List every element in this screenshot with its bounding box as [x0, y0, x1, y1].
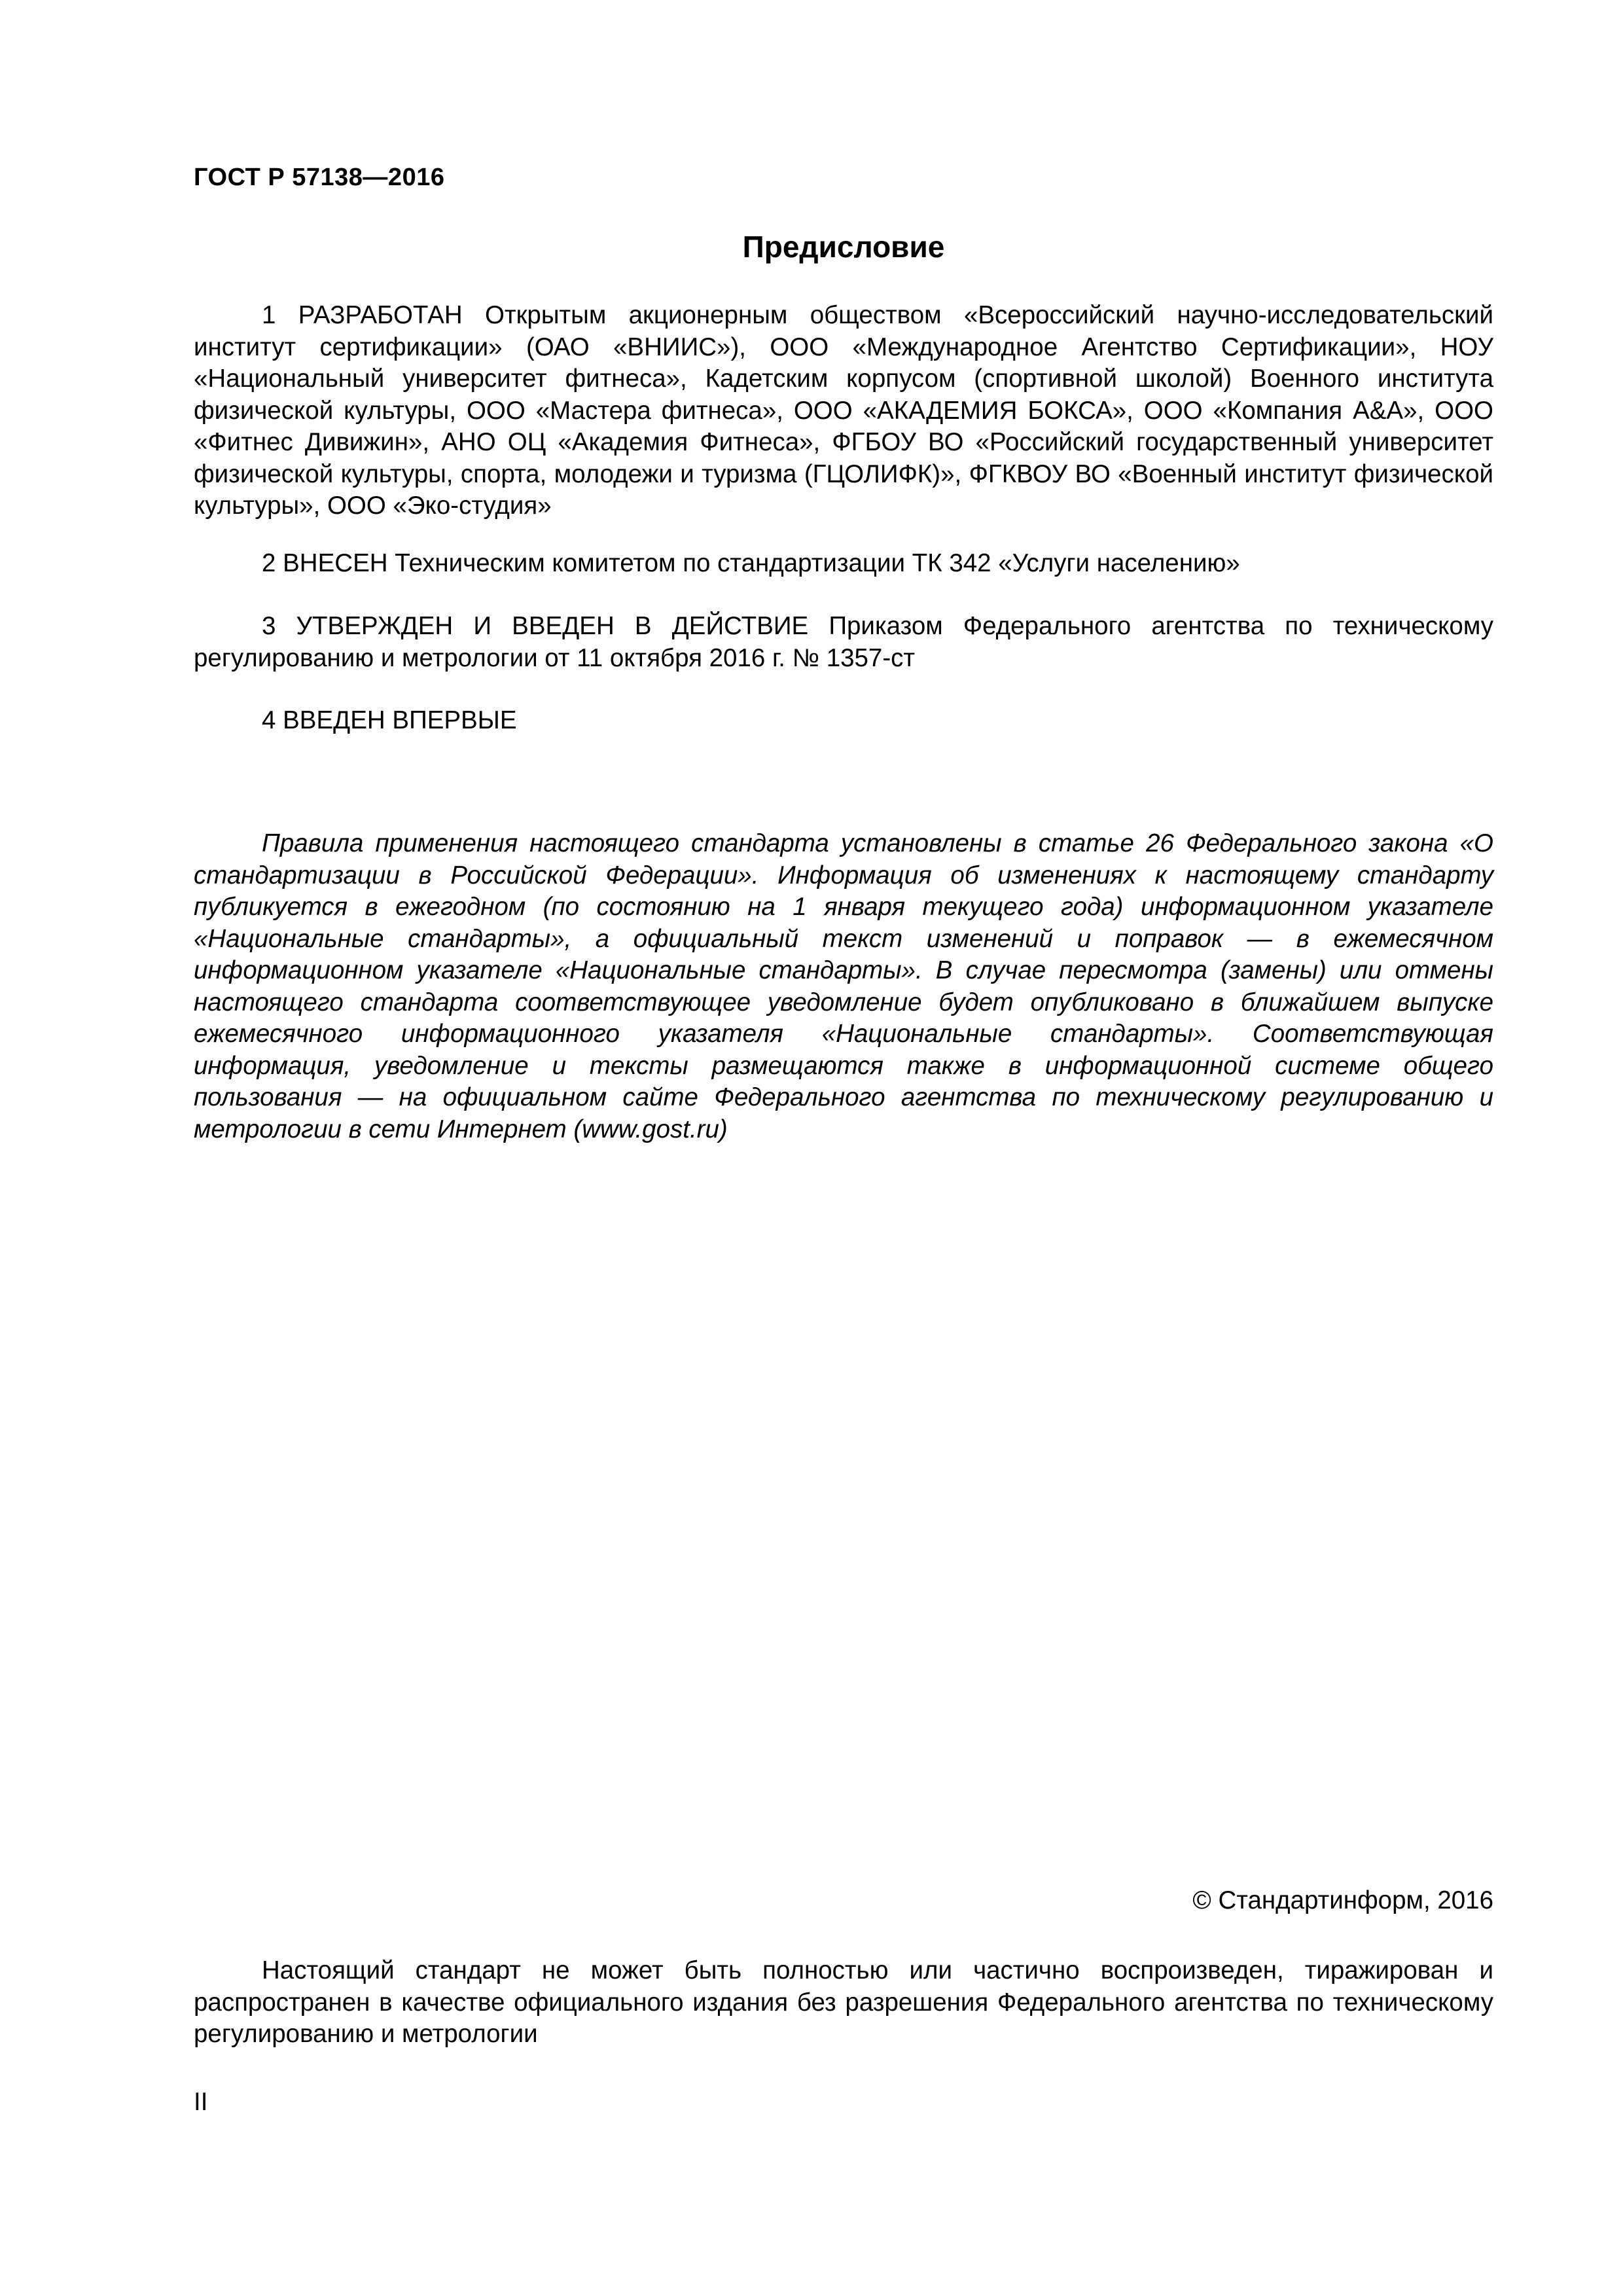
foreword-item-approved: 3 УТВЕРЖДЕН И ВВЕДЕН В ДЕЙСТВИЕ Приказом Федерального агентства по техническому регулированию и метрологии от 11 октября 2016 г. № 1357-ст	[194, 612, 1493, 672]
document-code: ГОСТ Р 57138—2016	[194, 164, 445, 191]
reproduction-notice: Настоящий стандарт не может быть полностью или частично воспроизведен, тиражирован и распространен в качестве официального издания без разрешения Федерального агентства по техническому регулированию и метрологии	[194, 1956, 1493, 2048]
foreword-item-introduced: 2 ВНЕСЕН Техническим комитетом по стандартизации ТК 342 «Услуги населению»	[262, 549, 1240, 577]
copyright-line: © Стандартинформ, 2016	[1192, 1886, 1493, 1914]
foreword-item-first-introduced: 4 ВВЕДЕН ВПЕРВЫЕ	[262, 706, 517, 734]
page-number: II	[194, 2088, 208, 2116]
foreword-title: Предисловие	[742, 230, 945, 264]
foreword-item-developed: 1 РАЗРАБОТАН Открытым акционерным обществом «Всероссийский научно-исследовательский институт сертификации» (ОАО «ВНИИС»), ООО «Международное Агентство Сертификации», НОУ «Национальный университет фитнеса», Кадетским корпусом (спортивной школой) Военного института физической культуры, ООО «Мастера фитнеса», ООО «АКАДЕМИЯ БОКСА», ООО «Компания А&А», ООО «Фитнес Дивижин», АНО ОЦ «Академия Фитнеса», ФГБОУ ВО «Российский государственный университет физической культуры, спорта, молодежи и туризма (ГЦОЛИФК)», ФГКВОУ ВО «Военный институт физической культуры», ООО «Эко-студия»	[194, 301, 1493, 520]
application-rules-notice: Правила применения настоящего стандарта установлены в статье 26 Федерального закона «О стандартизации в Российской Федерации». Информация об изменениях к настоящему стандарту публикуется в ежегодном (по состоянию на 1 января текущего года) информационном указателе «Национальные стандарты», а официальный текст изменений и поправок — в ежемесячном информационном указателе «Национальные стандарты». В случае пересмотра (замены) или отмены настоящего стандарта соответствующее уведомление будет опубликовано в ближайшем выпуске ежемесячного информационного указателя «Национальные стандарты». Соответствующая информация, уведомление и тексты размещаются также в информационной системе общего пользования — на официальном сайте Федерального агентства по техническому регулированию и метрологии в сети Интернет (www.gost.ru)	[194, 829, 1493, 1143]
